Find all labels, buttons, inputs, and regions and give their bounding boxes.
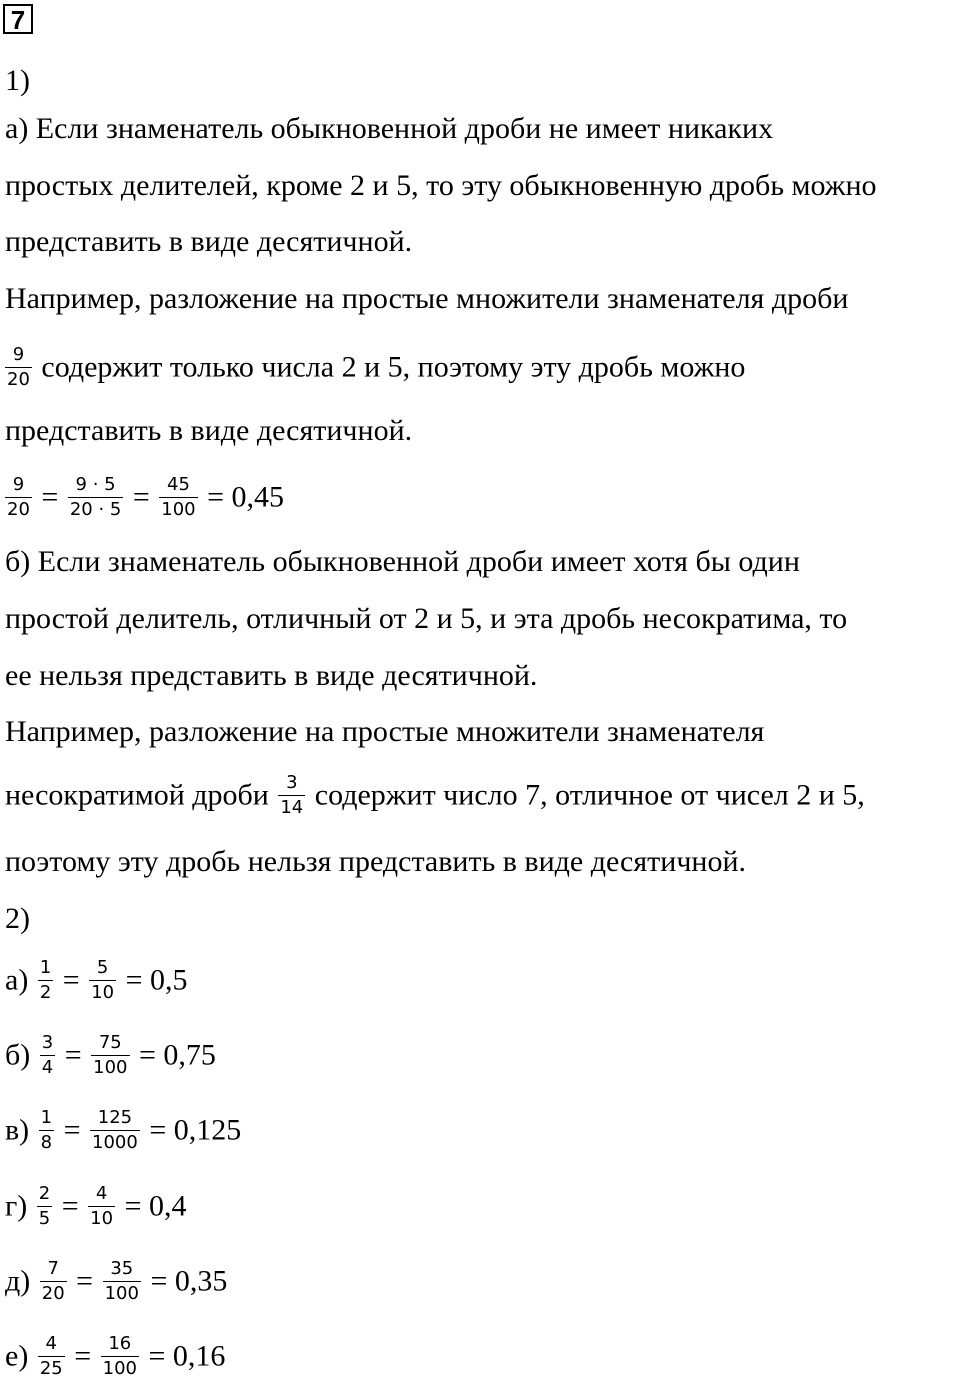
item-label: е): [5, 1339, 29, 1373]
fraction-denominator: 4: [41, 1057, 54, 1078]
fraction-numerator: 3: [278, 773, 305, 796]
fraction-numerator: 9: [5, 345, 32, 368]
equals-sign: =: [61, 1189, 79, 1223]
part1b-example-suffix: содержит число 7, отличное от чисел 2 и 5,: [314, 778, 865, 812]
item-label: г): [5, 1189, 28, 1223]
item-fraction-2: [89, 958, 116, 1003]
item-fraction-1: [37, 1184, 52, 1229]
fraction-numerator: 4: [38, 1334, 65, 1357]
fraction-numerator: 7: [40, 1259, 67, 1282]
fraction-numerator: 16: [101, 1334, 139, 1357]
part1b-line-after: поэтому эту дробь нельзя представить в виде десятичной.: [5, 845, 747, 878]
fraction-denominator: 1000: [92, 1132, 138, 1153]
fraction-9-20: [5, 345, 32, 390]
fraction-denominator: 25: [39, 1358, 63, 1379]
item-fraction-2: [103, 1259, 141, 1304]
part1a-equation: [3, 475, 284, 520]
part2-item-v: [5, 1108, 241, 1153]
fraction-numerator: 35: [103, 1259, 141, 1282]
fraction-numerator: 9: [5, 475, 32, 498]
part1a-line-4: Например, разложение на простые множители знаменателя дроби: [5, 282, 849, 315]
item-result: = 0,16: [148, 1339, 226, 1373]
fraction-numerator: 5: [89, 958, 116, 981]
fraction-numerator: 125: [90, 1108, 140, 1131]
part1a-example-text: содержит только числа 2 и 5, поэтому эту дробь можно: [41, 350, 746, 384]
fraction-numerator: 4: [88, 1184, 115, 1207]
item-fraction-2: [90, 1108, 140, 1153]
equation-result: = 0,45: [207, 480, 285, 514]
part2-item-b: [5, 1033, 216, 1078]
fraction-denominator: 5: [38, 1208, 51, 1229]
fraction-numerator: 2: [37, 1184, 52, 1207]
equals-sign: =: [76, 1264, 94, 1298]
part1b-example-prefix: несократимой дроби: [5, 778, 269, 812]
part1b-line-4: Например, разложение на простые множители знаменателя: [5, 715, 765, 748]
item-fraction-1: [38, 1334, 65, 1379]
fraction-denominator: 20: [7, 369, 30, 390]
fraction-denominator: 2: [39, 982, 52, 1003]
item-label: а): [5, 963, 29, 997]
fraction-numerator: 9 · 5: [68, 475, 124, 498]
fraction-denominator: 20: [41, 1283, 65, 1304]
item-fraction-1: [40, 1033, 55, 1078]
item-result: = 0,125: [149, 1113, 242, 1147]
part2-label: 2): [5, 902, 30, 935]
eq-fraction-1: [5, 475, 32, 520]
part2-item-d: [5, 1259, 227, 1304]
equals-sign: =: [63, 1113, 81, 1147]
equals-sign: =: [132, 480, 150, 514]
eq-fraction-3: [159, 475, 197, 520]
item-fraction-1: [39, 1108, 54, 1153]
equals-sign: =: [41, 480, 59, 514]
fraction-numerator: 1: [38, 958, 53, 981]
item-fraction-2: [91, 1033, 129, 1078]
item-fraction-2: [88, 1184, 115, 1229]
item-label: б): [5, 1038, 31, 1072]
item-fraction-2: [101, 1334, 139, 1379]
item-result: = 0,75: [139, 1038, 216, 1072]
part1a-line-1: а) Если знаменатель обыкновенной дроби не имеет никаких: [5, 112, 774, 145]
eq-fraction-2: [68, 475, 124, 520]
part2-item-g: [5, 1184, 187, 1229]
item-label: в): [5, 1113, 30, 1147]
fraction-denominator: 100: [102, 1358, 137, 1379]
item-fraction-1: [40, 1259, 67, 1304]
fraction-numerator: 45: [159, 475, 197, 498]
equals-sign: =: [74, 1339, 92, 1373]
part1a-example-line: [3, 345, 745, 390]
part1b-line-3: ее нельзя представить в виде десятичной.: [5, 659, 538, 692]
part2-item-a: [5, 958, 188, 1003]
part1b-line-2: простой делитель, отличный от 2 и 5, и эта дробь несократима, то: [5, 602, 848, 635]
fraction-numerator: 3: [40, 1033, 55, 1056]
fraction-denominator: 20 · 5: [69, 499, 122, 520]
part1a-line-after: представить в виде десятичной.: [5, 414, 413, 447]
part1b-example-line: [5, 773, 865, 818]
fraction-3-14: [278, 773, 305, 818]
part1a-line-3: представить в виде десятичной.: [5, 225, 413, 258]
equals-sign: =: [62, 963, 80, 997]
item-fraction-1: [38, 958, 53, 1003]
part2-item-e: [5, 1334, 225, 1379]
fraction-denominator: 100: [93, 1057, 128, 1078]
fraction-denominator: 14: [280, 797, 304, 818]
part1-label: 1): [5, 64, 30, 97]
fraction-numerator: 75: [91, 1033, 129, 1056]
part1a-line-2: простых делителей, кроме 2 и 5, то эту обыкновенную дробь можно: [5, 169, 877, 202]
item-result: = 0,5: [125, 963, 188, 997]
item-result: = 0,4: [124, 1189, 187, 1223]
fraction-numerator: 1: [39, 1108, 54, 1131]
item-label: д): [5, 1264, 31, 1298]
equals-sign: =: [64, 1038, 82, 1072]
fraction-denominator: 100: [104, 1283, 139, 1304]
fraction-denominator: 10: [91, 982, 115, 1003]
fraction-denominator: 8: [40, 1132, 53, 1153]
fraction-denominator: 20: [7, 499, 30, 520]
task-number-box: 7: [3, 4, 33, 34]
fraction-denominator: 10: [90, 1208, 114, 1229]
fraction-denominator: 100: [161, 499, 196, 520]
part1b-line-1: б) Если знаменатель обыкновенной дроби имеет хотя бы один: [5, 545, 800, 578]
item-result: = 0,35: [150, 1264, 228, 1298]
